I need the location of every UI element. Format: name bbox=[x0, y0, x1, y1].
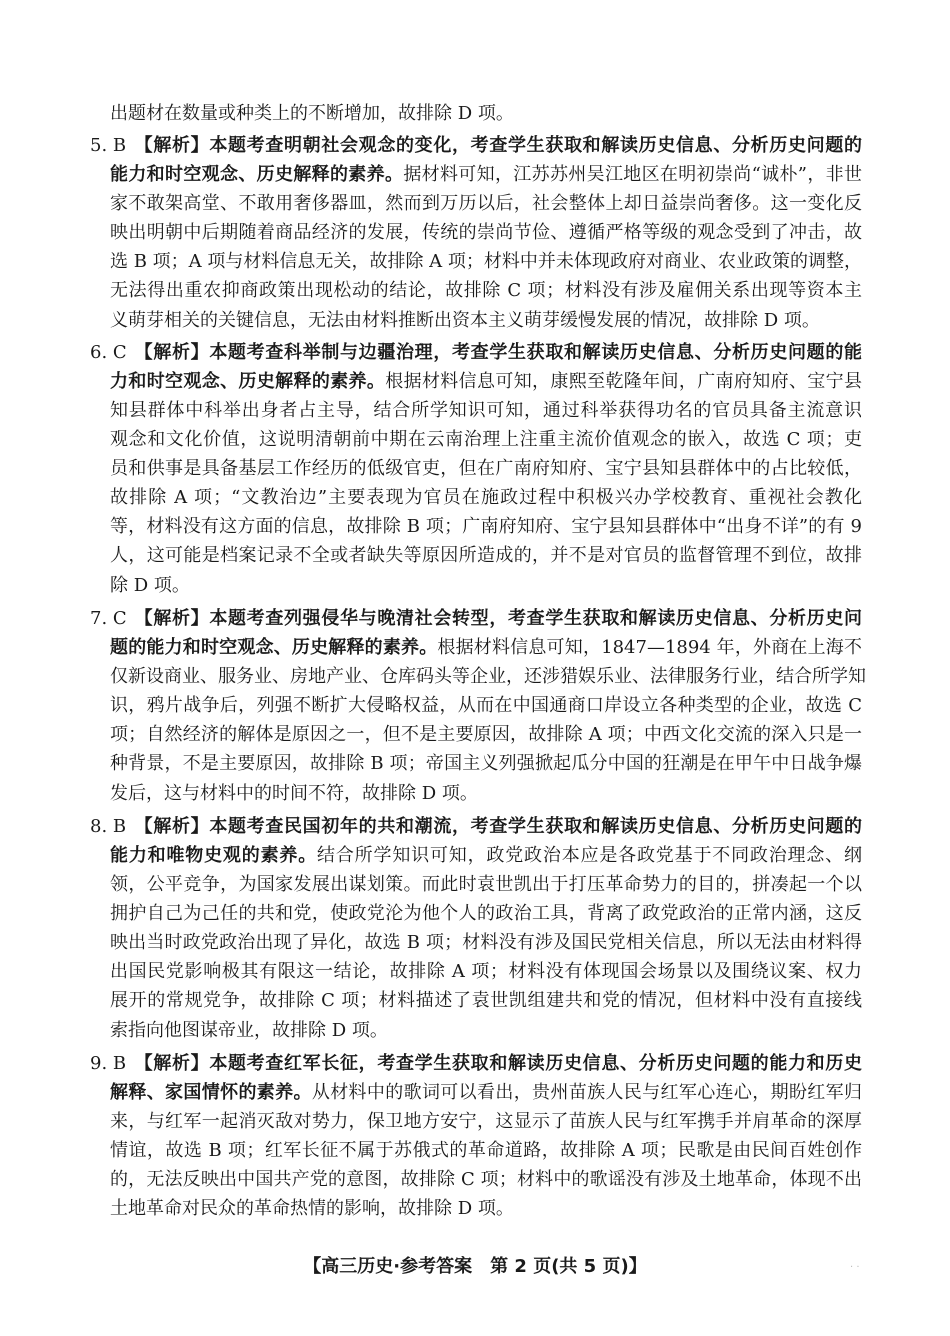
text-rest: 根据材料信息可知，1847—1894 年，外商在上海不 bbox=[437, 637, 862, 658]
text-line: 映出当时政党政治出现了异化，故选 B 项；材料没有涉及国民党相关信息，所以无法由材料得 bbox=[110, 932, 862, 953]
text-line: 故排除 A 项；“文教治边”主要表现为官员在施政过程中积极兴办学校教育、重视社会教化 bbox=[110, 487, 862, 508]
text-line: 映出明朝中后期随着商品经济的发展，传统的崇尚节俭、遵循严格等级的观念受到了冲击，故 bbox=[110, 222, 862, 243]
text-rest: 从材料中的歌词可以看出，贵州苗族人民与红军心连心，期盼红军归 bbox=[311, 1082, 863, 1103]
analysis-heading-cont: 能力和唯物史观的素养。 bbox=[110, 845, 318, 866]
text-line: 观念和文化价值，这说明清朝前中期在云南治理上注重主流价值观念的嵌入，故选 C 项；吏 bbox=[110, 429, 862, 450]
text-line: 人，这可能是档案记录不全或者缺失等原因所造成的，并不是对官员的监督管理不到位，故排 bbox=[110, 545, 862, 566]
text-line: 土地革命对民众的革命热情的影响，故排除 D 项。 bbox=[110, 1198, 514, 1219]
text-line: 项；自然经济的解体是原因之一，但不是主要原因，故排除 A 项；中西文化交流的深入只是一 bbox=[110, 724, 862, 745]
text-line: 展开的常规党争，故排除 C 项；材料描述了袁世凯组建共和党的情况，但材料中没有直接线 bbox=[110, 990, 862, 1011]
text-line: 情谊，故选 B 项；红军长征不属于苏俄式的革命道路，故排除 A 项；民歌是由民间百姓创作 bbox=[110, 1140, 862, 1161]
text-rest: 结合所学知识可知，政党政治本应是各政党基于不同政治理念、纲 bbox=[317, 845, 863, 866]
text-line: 出题材在数量或种类上的不断增加，故排除 D 项。 bbox=[110, 103, 514, 124]
text-line: 等，材料没有这方面的信息，故排除 B 项；广南府知府、宝宁县知县群体中“出身不详”的有 9 bbox=[110, 516, 862, 537]
analysis-heading: 【解析】本题考查列强侵华与晚清社会转型，考查学生获取和解读历史信息、分析历史问 bbox=[134, 608, 862, 629]
text-rest: 根据材料信息可知，康熙至乾隆年间，广南府知府、宝宁县 bbox=[385, 371, 862, 392]
answer-number: 7. C bbox=[90, 608, 127, 629]
text-line: 发后，这与材料中的时间不符，故排除 D 项。 bbox=[110, 783, 478, 804]
footer-mark: · · bbox=[850, 1262, 860, 1273]
analysis-heading-cont: 能力和时空观念、历史解释的素养。 bbox=[110, 164, 404, 185]
answer-number: 6. C bbox=[90, 342, 127, 363]
text-line: 拥护自己为己任的共和党，使政党沦为他个人的政治工具，背离了政党政治的正常内涵，这反 bbox=[110, 903, 862, 924]
text-line: 的，无法反映出中国共产党的意图，故排除 C 项；材料中的歌谣没有涉及土地革命，体现不出 bbox=[110, 1169, 862, 1190]
analysis-heading-cont: 题的能力和时空观念、历史解释的素养。 bbox=[110, 637, 438, 658]
analysis-heading-cont: 力和时空观念、历史解释的素养。 bbox=[110, 371, 386, 392]
answer-item-6-head bbox=[90, 340, 862, 366]
page-footer: 【高三历史·参考答案 第 2 页(共 5 页)】 bbox=[303, 1256, 647, 1277]
text-rest: 据材料可知，江苏苏州吴江地区在明初崇尚“诚朴”，非世 bbox=[403, 164, 863, 185]
analysis-heading: 【解析】本题考查明朝社会观念的变化，考查学生获取和解读历史信息、分析历史问题的 bbox=[134, 135, 862, 156]
text-line: 出国民党影响极其有限这一结论，故排除 A 项；材料没有体现国会场景以及围绕议案、权力 bbox=[110, 961, 862, 982]
analysis-heading: 【解析】本题考查科举制与边疆治理，考查学生获取和解读历史信息、分析历史问题的能 bbox=[134, 342, 862, 363]
text-line: 选 B 项；A 项与材料信息无关，故排除 A 项；材料中并未体现政府对商业、农业政策的调整， bbox=[110, 251, 862, 272]
text-line: 索指向他图谋帝业，故排除 D 项。 bbox=[110, 1020, 388, 1041]
answer-item-5-head bbox=[90, 133, 862, 159]
text-line: 仅新设商业、服务业、房地产业、仓库码头等企业，还涉猎娱乐业、法律服务行业，结合所学知 bbox=[110, 666, 866, 687]
answer-number: 8. B bbox=[90, 816, 127, 837]
text-line: 知县群体中科举出身者占主导，结合所学知识可知，通过科举获得功名的官员具备主流意识 bbox=[110, 400, 862, 421]
answer-number: 5. B bbox=[90, 135, 127, 156]
text-line bbox=[110, 635, 862, 661]
text-line: 除 D 项。 bbox=[110, 575, 190, 596]
text-line: 员和供事是具备基层工作经历的低级官吏，但在广南府知府、宝宁县知县群体中的占比较低， bbox=[110, 458, 862, 479]
text-line bbox=[110, 843, 862, 869]
answer-item-9-head bbox=[90, 1051, 862, 1077]
text-line: 无法得出重农抑商政策出现松动的结论，故排除 C 项；材料没有涉及雇佣关系出现等资本主 bbox=[110, 280, 862, 301]
text-line: 义萌芽相关的关键信息，无法由材料推断出资本主义萌芽缓慢发展的情况，故排除 D 项。 bbox=[110, 310, 820, 331]
text-line bbox=[110, 162, 862, 188]
analysis-heading: 【解析】本题考查民国初年的共和潮流，考查学生获取和解读历史信息、分析历史问题的 bbox=[134, 816, 862, 837]
answer-item-8-head bbox=[90, 814, 862, 840]
text-line: 领，公平竞争，为国家发展出谋划策。而此时袁世凯出于打压革命势力的目的，拼凑起一个以 bbox=[110, 874, 862, 895]
text-line: 种背景，不是主要原因，故排除 B 项；帝国主义列强掀起瓜分中国的狂潮是在甲午中日战争爆 bbox=[110, 753, 862, 774]
text-line: 家不敢架高堂、不敢用奢侈器皿，然而到万历以后，社会整体上却日益崇尚奢侈。这一变化反 bbox=[110, 193, 862, 214]
text-line bbox=[110, 1080, 862, 1106]
analysis-heading-cont: 解释、家国情怀的素养。 bbox=[110, 1082, 312, 1103]
text-line: 识，鸦片战争后，列强不断扩大侵略权益，从而在中国通商口岸设立各种类型的企业，故选 C bbox=[110, 695, 862, 716]
text-line bbox=[110, 369, 862, 395]
answer-item-7-head bbox=[90, 606, 862, 632]
answer-number: 9. B bbox=[90, 1053, 127, 1074]
text-line: 来，与红军一起消灭敌对势力，保卫地方安宁，这显示了苗族人民与红军携手并肩革命的深厚 bbox=[110, 1111, 862, 1132]
analysis-heading: 【解析】本题考查红军长征，考查学生获取和解读历史信息、分析历史问题的能力和历史 bbox=[134, 1053, 862, 1074]
